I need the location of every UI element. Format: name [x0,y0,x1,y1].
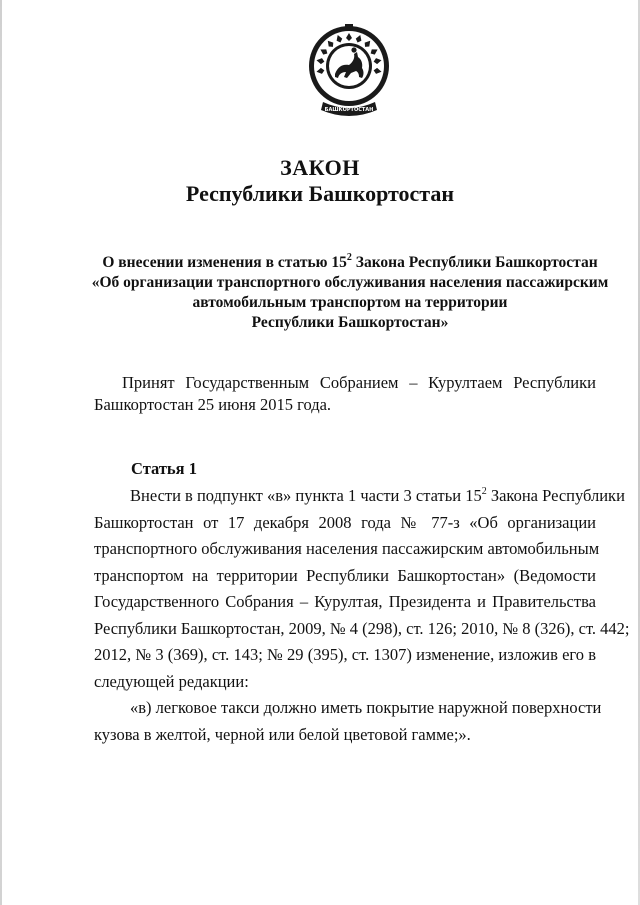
adoption-line-2: Башкортостан 25 июня 2015 года. [94,395,332,414]
body-line-2: Башкортостан от 17 декабря 2008 года № 77-з «Об организации [94,512,596,532]
law-subtitle: Республики Башкортостан [185,181,455,206]
subject-line-3: автомобильным транспортом на территории [192,294,508,311]
article-body [94,483,630,748]
body-line-8: следующей редакции: [94,671,249,691]
adoption-note [94,372,596,416]
body-line-3: транспортного обслуживания населения пассажирским автомобильным [94,539,600,558]
body-line-4: транспортом на территории Республики Башкортостан» (Ведомости [94,565,596,585]
emblem-ribbon-text: БАШКОРТОСТАН [324,107,374,113]
body-line-5: Государственного Собрания – Курултая, Президента и Правительства [94,592,596,611]
adoption-line-1: Принят Государственным Собранием – Курултаем Республики [122,373,596,392]
scan-edge-left [0,0,2,905]
body-line-6: Республики Башкортостан, 2009, № 4 (298), ст. 126; 2010, № 8 (326), ст. 442; [94,618,630,638]
amendment-line-2: кузова в желтой, черной или белой цветовой гамме;». [94,724,471,744]
amendment-line-1: «в) легковое такси должно иметь покрытие наружной поверхности [130,698,602,717]
subject-line-2: «Об организации транспортного обслуживания населения пассажирским [91,274,609,291]
law-subject [60,253,640,333]
bashkortostan-coat-of-arms-icon [305,22,393,124]
subject-line-1: О внесении изменения в статью $15^2$ Закона Республики Башкортостан [102,251,598,271]
subject-line-4: Республики Башкортостан» [251,314,449,331]
body-line-7: 2012, № 3 (369), ст. 143; № 29 (395), ст. 1307) изменение, изложив его в [94,645,596,664]
law-title: ЗАКОН [280,155,360,180]
article-heading: Статья 1 [131,459,197,478]
body-line-1: Внести в подпункт «в» пункта 1 части 3 статьи $15^2$ Закона Республики [130,485,625,505]
superscript: 2 [481,485,487,497]
superscript: 2 [346,251,352,263]
